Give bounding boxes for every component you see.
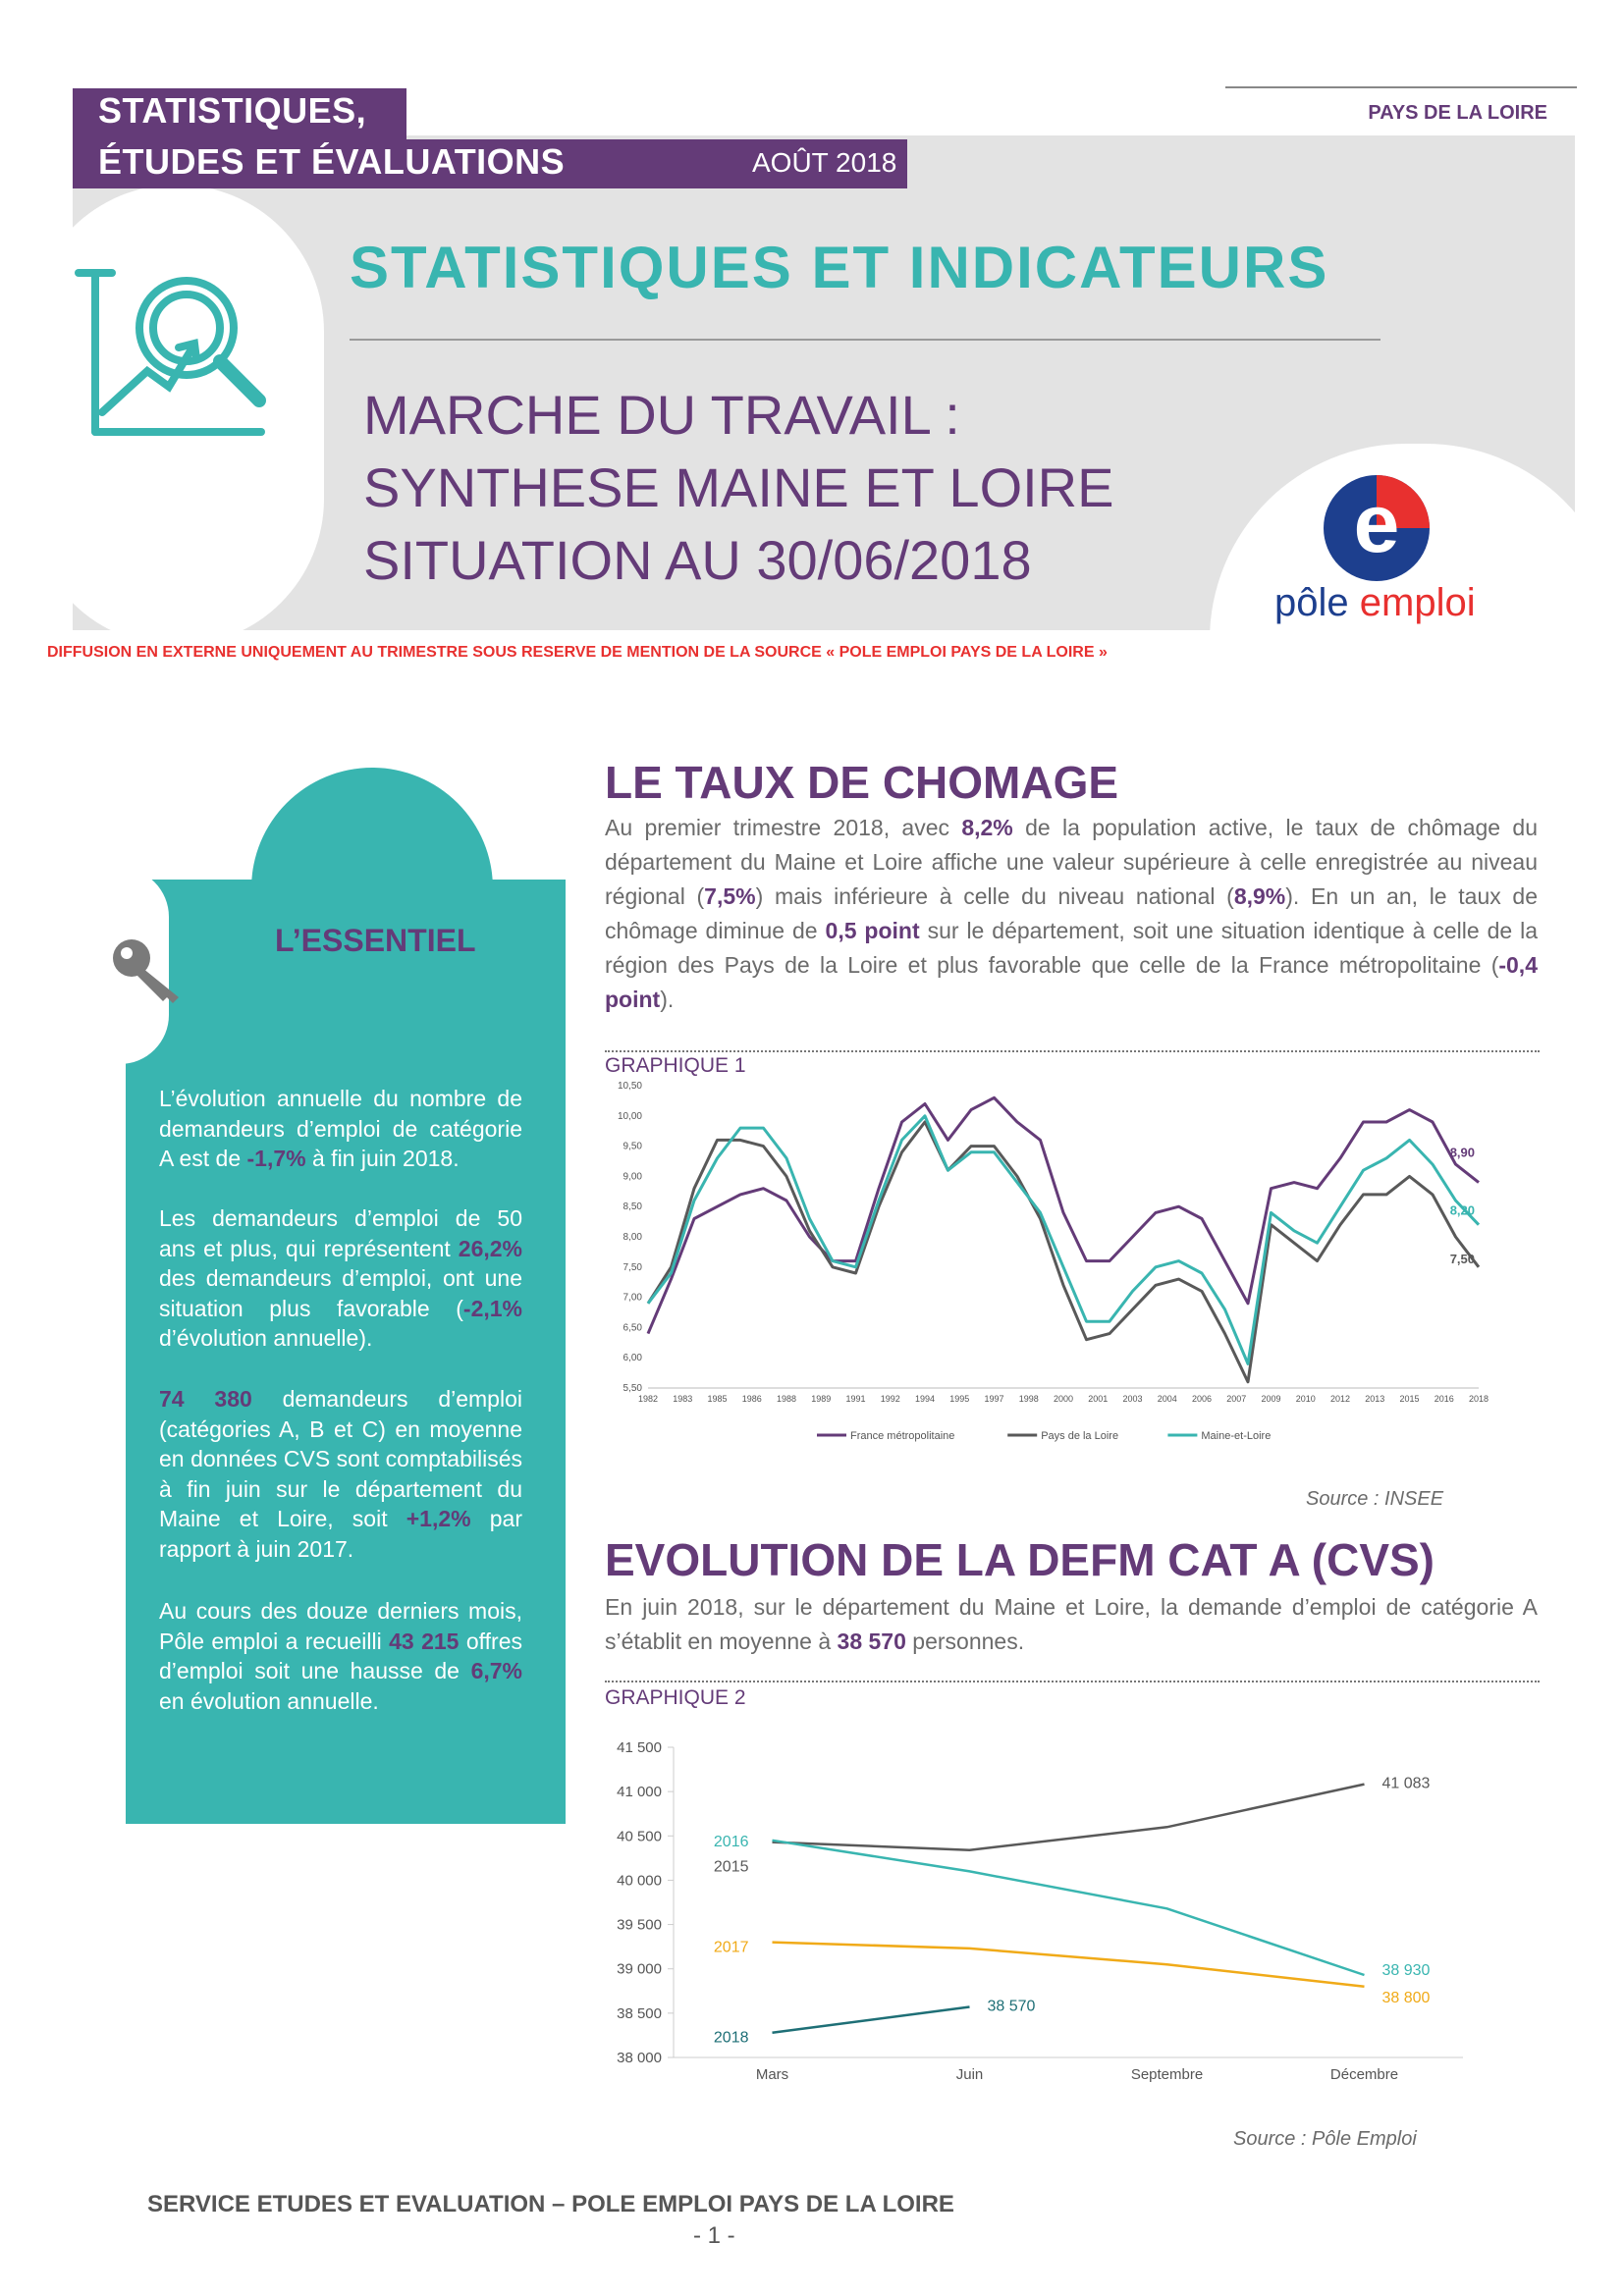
x-tick-label: 2013 bbox=[1365, 1394, 1385, 1404]
x-tick-label: 1998 bbox=[1018, 1394, 1039, 1404]
x-tick-label: 2006 bbox=[1191, 1394, 1213, 1404]
statistics-magnifier-icon bbox=[69, 265, 271, 442]
y-tick-label: 38 000 bbox=[617, 2050, 662, 2066]
essentiel-paragraph-3: 74 380 demandeurs d’emploi (catégories A, B et C) en moyenne en données CVS sont comptabilisés à fin juin sur le département du Maine et Loire, soit +1,2% par rapport à juin 2017. bbox=[159, 1386, 522, 1562]
y-tick-label: 39 500 bbox=[617, 1916, 662, 1934]
report-subtitle bbox=[363, 379, 1113, 597]
x-tick-label: 2010 bbox=[1295, 1394, 1316, 1404]
series-end-label: 38 930 bbox=[1381, 1962, 1431, 1980]
series-line bbox=[773, 1943, 1365, 1987]
x-tick-label: Juin bbox=[955, 2066, 984, 2083]
x-tick-label: Mars bbox=[755, 2066, 789, 2083]
legend-label: Maine-et-Loire bbox=[1201, 1430, 1272, 1442]
x-tick-label: 1986 bbox=[741, 1394, 762, 1404]
x-tick-label: 2018 bbox=[1468, 1394, 1489, 1404]
y-tick-label: 5,50 bbox=[623, 1383, 642, 1394]
x-tick-label: 2015 bbox=[1399, 1394, 1420, 1404]
legend-label: Pays de la Loire bbox=[1041, 1430, 1119, 1442]
defm-paragraph: En juin 2018, sur le département du Maine et Loire, la demande d’emploi de catégorie A s’établit en moyenne à 38 570 personnes. bbox=[605, 1594, 1538, 1654]
y-tick-label: 40 000 bbox=[617, 1872, 662, 1890]
x-tick-label: 1991 bbox=[845, 1394, 866, 1404]
x-tick-label: 1989 bbox=[811, 1394, 832, 1404]
series-line bbox=[773, 2007, 970, 2033]
subtitle-line3: SITUATION AU 30/06/2018 bbox=[363, 529, 1032, 591]
pole-emploi-wordmark bbox=[1274, 581, 1476, 625]
x-tick-label: 2003 bbox=[1122, 1394, 1143, 1404]
y-tick-label: 9,50 bbox=[623, 1141, 642, 1152]
series-end-label: 38 570 bbox=[987, 1998, 1036, 2015]
page-number: - 1 - bbox=[693, 2222, 735, 2249]
y-tick-label: 7,00 bbox=[623, 1292, 642, 1304]
y-tick-label: 38 500 bbox=[617, 2004, 662, 2022]
y-tick-label: 8,50 bbox=[623, 1201, 642, 1213]
x-tick-label: 1982 bbox=[637, 1394, 659, 1404]
taux-chomage-paragraph: Au premier trimestre 2018, avec 8,2% de la population active, le taux de chômage du département du Maine et Loire affiche une valeur supérieure à celle enregistrée au niveau régional (7,5%) mais inférieure à celle du niveau national (8,9%). En un an, le taux de chômage diminue de 0,5 point sur le département, soit une situation identique à celle de la région des Pays de la Loire et plus favorable que celle de la France métropolitaine (-0,4 point). bbox=[605, 815, 1538, 1012]
y-tick-label: 41 500 bbox=[617, 1739, 662, 1756]
essentiel-paragraph-4: Au cours des douze derniers mois, Pôle emploi a recueilli 43 215 offres d’emploi soit une hausse de 6,7% en évolution annuelle. bbox=[159, 1598, 522, 1714]
logo-word-pole: pôle bbox=[1274, 581, 1349, 624]
x-tick-label: 2000 bbox=[1053, 1394, 1074, 1404]
series-end-label: 8,20 bbox=[1449, 1202, 1475, 1218]
series-name-label: 2018 bbox=[713, 2029, 749, 2047]
footer-service: SERVICE ETUDES ET EVALUATION – POLE EMPLOI PAYS DE LA LOIRE bbox=[147, 2191, 954, 2217]
series-end-label: 41 083 bbox=[1381, 1775, 1431, 1792]
y-tick-label: 6,00 bbox=[623, 1353, 642, 1364]
section-title-taux-chomage: LE TAUX DE CHOMAGE bbox=[605, 757, 1119, 808]
graph1-source: Source : INSEE bbox=[1306, 1488, 1444, 1510]
graph1-rule bbox=[605, 1050, 1540, 1052]
title-divider bbox=[350, 339, 1380, 341]
series-end-label: 7,50 bbox=[1449, 1251, 1475, 1266]
y-tick-label: 8,00 bbox=[623, 1232, 642, 1243]
series-line bbox=[648, 1116, 1479, 1364]
x-tick-label: 1983 bbox=[673, 1394, 693, 1404]
series-name-label: 2015 bbox=[713, 1858, 749, 1876]
subtitle-line2: SYNTHESE MAINE ET LOIRE bbox=[363, 456, 1114, 518]
diffusion-notice: DIFFUSION EN EXTERNE UNIQUEMENT AU TRIMESTRE SOUS RESERVE DE MENTION DE LA SOURCE « POLE EMPLOI PAYS DE LA LOIRE » bbox=[47, 644, 1108, 661]
x-tick-label: 1994 bbox=[914, 1394, 936, 1404]
unemployment-rate-chart bbox=[605, 1076, 1508, 1459]
x-tick-label: 2001 bbox=[1088, 1394, 1109, 1404]
legend-label: France métropolitaine bbox=[850, 1430, 955, 1442]
graph1-label: GRAPHIQUE 1 bbox=[605, 1054, 746, 1077]
series-name-label: 2017 bbox=[713, 1939, 749, 1956]
pole-emploi-logo-icon bbox=[1322, 473, 1437, 583]
y-tick-label: 6,50 bbox=[623, 1322, 642, 1334]
svg-text:e: e bbox=[1353, 477, 1400, 569]
x-tick-label: Décembre bbox=[1329, 2066, 1399, 2083]
logo-word-emploi: emploi bbox=[1359, 581, 1476, 624]
y-tick-label: 10,00 bbox=[617, 1110, 642, 1122]
x-tick-label: 1995 bbox=[949, 1394, 970, 1404]
x-tick-label: 1997 bbox=[984, 1394, 1004, 1404]
series-end-label: 38 800 bbox=[1381, 1989, 1431, 2006]
x-tick-label: 2016 bbox=[1434, 1394, 1454, 1404]
x-tick-label: 1988 bbox=[776, 1394, 797, 1404]
series-line bbox=[773, 1841, 1365, 1975]
x-tick-label: 1985 bbox=[707, 1394, 728, 1404]
series-end-label: 8,90 bbox=[1449, 1145, 1475, 1160]
series-name-label: 2016 bbox=[713, 1833, 749, 1850]
x-tick-label: 2012 bbox=[1329, 1394, 1351, 1404]
x-tick-label: Septembre bbox=[1130, 2066, 1204, 2083]
essentiel-paragraph-1: L’évolution annuelle du nombre de demandeurs d’emploi de catégorie A est de -1,7% à fin juin 2018. bbox=[159, 1086, 522, 1171]
y-tick-label: 9,00 bbox=[623, 1171, 642, 1183]
y-tick-label: 10,50 bbox=[617, 1081, 642, 1092]
section-title-defm: EVOLUTION DE LA DEFM CAT A (CVS) bbox=[605, 1534, 1435, 1585]
subtitle-line1: MARCHE DU TRAVAIL : bbox=[363, 384, 960, 446]
series-line bbox=[648, 1122, 1479, 1382]
y-tick-label: 39 000 bbox=[617, 1960, 662, 1978]
graph2-label: GRAPHIQUE 2 bbox=[605, 1686, 746, 1709]
y-tick-label: 7,50 bbox=[623, 1261, 642, 1273]
key-icon bbox=[110, 936, 185, 1003]
y-tick-label: 40 500 bbox=[617, 1828, 662, 1845]
y-tick-label: 41 000 bbox=[617, 1784, 662, 1801]
x-tick-label: 1992 bbox=[880, 1394, 900, 1404]
series-label-line1: STATISTIQUES, bbox=[98, 90, 367, 131]
series-line bbox=[773, 1785, 1365, 1850]
graph2-source: Source : Pôle Emploi bbox=[1233, 2128, 1417, 2150]
publication-date: AOÛT 2018 bbox=[752, 147, 897, 178]
top-rule bbox=[1225, 86, 1577, 88]
graph2-rule bbox=[605, 1681, 1540, 1682]
essentiel-paragraph-2: Les demandeurs d’emploi de 50 ans et plus, qui représentent 26,2% des demandeurs d’emploi, ont une situation plus favorable (-2,1% d’évolution annuelle). bbox=[159, 1205, 522, 1351]
x-tick-label: 2009 bbox=[1261, 1394, 1281, 1404]
sidebar-title: L’ESSENTIEL bbox=[275, 923, 476, 958]
region-label: PAYS DE LA LOIRE bbox=[1368, 102, 1547, 124]
x-tick-label: 2004 bbox=[1157, 1394, 1177, 1404]
series-label-line2: ÉTUDES ET ÉVALUATIONS bbox=[98, 141, 566, 182]
defm-cat-a-chart bbox=[605, 1728, 1508, 2101]
x-tick-label: 2007 bbox=[1226, 1394, 1247, 1404]
series-line bbox=[648, 1097, 1479, 1333]
main-title: STATISTIQUES ET INDICATEURS bbox=[350, 235, 1329, 300]
